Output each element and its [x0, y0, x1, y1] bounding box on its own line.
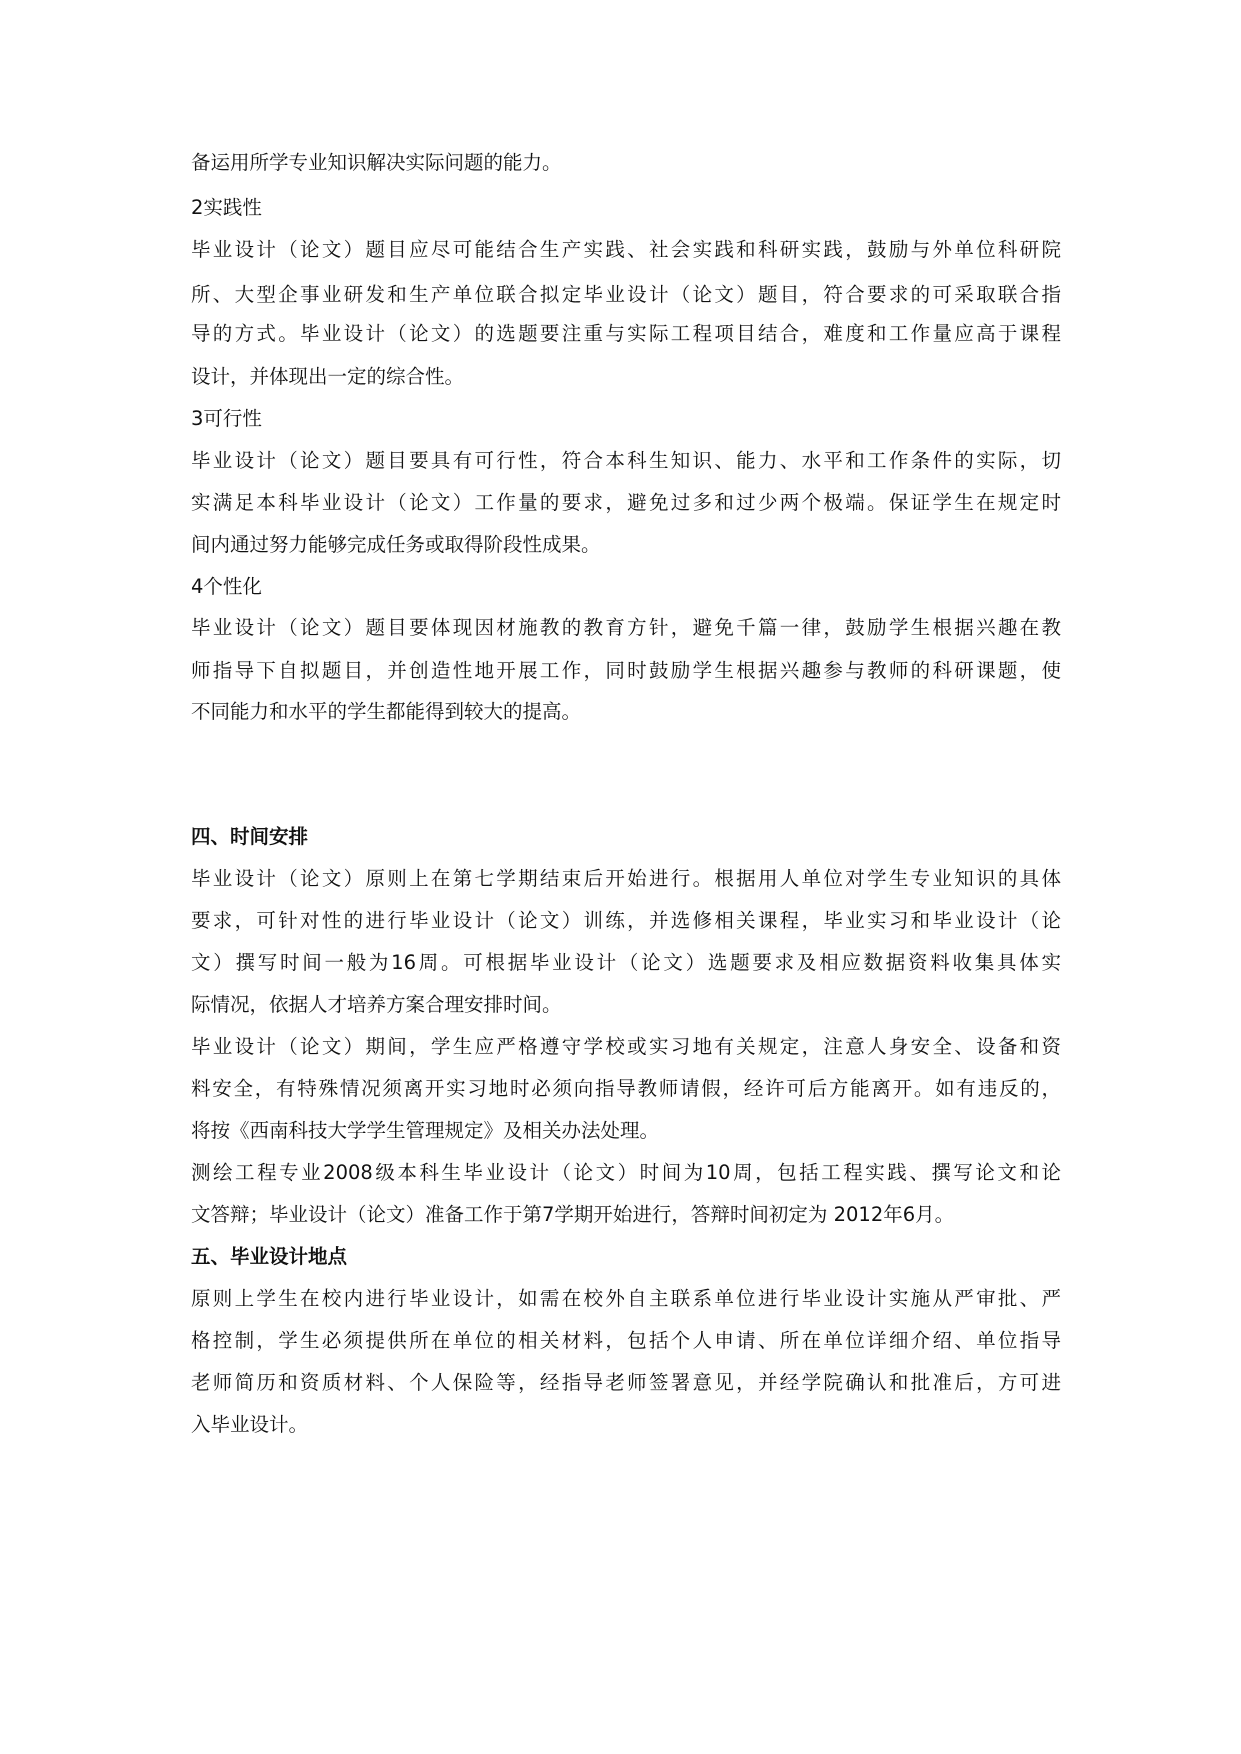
paragraph-line: 入毕业设计。: [191, 1413, 309, 1436]
paragraph-line: 间内通过努力能够完成任务或取得阶段性成果。: [191, 533, 601, 556]
paragraph-line: 毕业设计（论文）期间，学生应严格遵守学校或实习地有关规定，注意人身安全、设备和资: [191, 1035, 1061, 1058]
paragraph-line: 毕业设计（论文）题目要体现因材施教的教育方针，避免千篇一律，鼓励学生根据兴趣在教: [191, 616, 1061, 639]
paragraph-line: 老师简历和资质材料、个人保险等，经指导老师签署意见，并经学院确认和批准后，方可进: [191, 1371, 1061, 1394]
paragraph-line: 要求，可针对性的进行毕业设计（论文）训练，并选修相关课程，毕业实习和毕业设计（论: [191, 909, 1061, 932]
section-label-personalization: 4个性化: [191, 575, 262, 598]
paragraph-line: 格控制，学生必须提供所在单位的相关材料，包括个人申请、所在单位详细介绍、单位指导: [191, 1329, 1061, 1352]
paragraph-line: 文答辩；毕业设计（论文）准备工作于第7学期开始进行，答辩时间初定为 2012年6月。: [191, 1203, 955, 1226]
paragraph-line: 文）撰写时间一般为16周。可根据毕业设计（论文）选题要求及相应数据资料收集具体实: [191, 951, 1061, 974]
paragraph-line: 备运用所学专业知识解决实际问题的能力。: [191, 151, 562, 174]
paragraph-line: 不同能力和水平的学生都能得到较大的提高。: [191, 700, 582, 723]
section-heading-schedule: 四、时间安排: [191, 825, 309, 848]
section-label-feasibility: 3可行性: [191, 407, 262, 430]
paragraph-line: 毕业设计（论文）题目要具有可行性，符合本科生知识、能力、水平和工作条件的实际，切: [191, 449, 1061, 472]
paragraph-line: 际情况，依据人才培养方案合理安排时间。: [191, 993, 562, 1016]
paragraph-line: 设计，并体现出一定的综合性。: [191, 365, 465, 388]
paragraph-line: 师指导下自拟题目，并创造性地开展工作，同时鼓励学生根据兴趣参与教师的科研课题，使: [191, 659, 1061, 682]
paragraph-line: 测绘工程专业2008级本科生毕业设计（论文）时间为10周，包括工程实践、撰写论文和论: [191, 1161, 1061, 1184]
section-label-practicality: 2实践性: [191, 196, 262, 219]
paragraph-line: 原则上学生在校内进行毕业设计，如需在校外自主联系单位进行毕业设计实施从严审批、严: [191, 1287, 1061, 1310]
paragraph-line: 所、大型企事业研发和生产单位联合拟定毕业设计（论文）题目，符合要求的可采取联合指: [191, 283, 1061, 306]
paragraph-line: 导的方式。毕业设计（论文）的选题要注重与实际工程项目结合，难度和工作量应高于课程: [191, 322, 1061, 345]
section-heading-location: 五、毕业设计地点: [191, 1245, 348, 1268]
paragraph-line: 实满足本科毕业设计（论文）工作量的要求，避免过多和过少两个极端。保证学生在规定时: [191, 491, 1061, 514]
paragraph-line: 毕业设计（论文）原则上在第七学期结束后开始进行。根据用人单位对学生专业知识的具体: [191, 867, 1061, 890]
paragraph-line: 料安全，有特殊情况须离开实习地时必须向指导教师请假，经许可后方能离开。如有违反的，: [191, 1077, 1061, 1100]
paragraph-line: 毕业设计（论文）题目应尽可能结合生产实践、社会实践和科研实践，鼓励与外单位科研院: [191, 238, 1061, 261]
paragraph-line: 将按《西南科技大学学生管理规定》及相关办法处理。: [191, 1119, 660, 1142]
